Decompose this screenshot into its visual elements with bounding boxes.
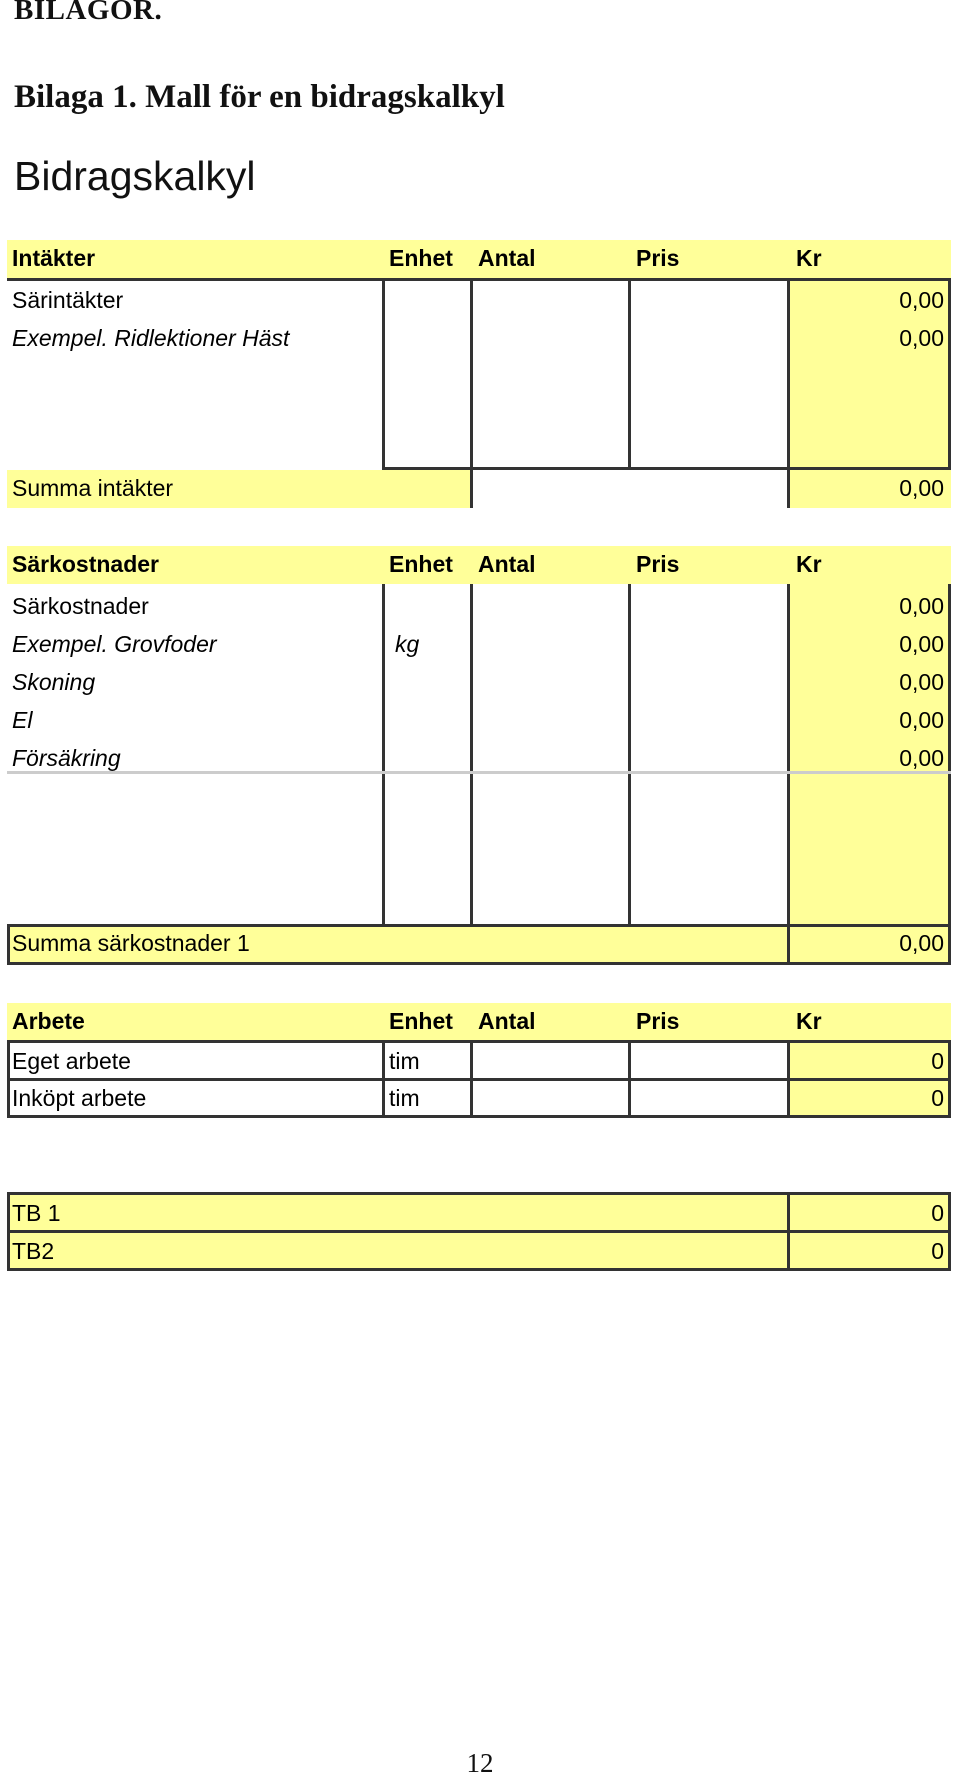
- labor-row-kr: 0: [931, 1085, 944, 1111]
- result-label: TB 1: [12, 1200, 61, 1226]
- labor-row: [7, 1080, 951, 1118]
- income-header-row: [7, 240, 951, 278]
- cost-row-unit: kg: [395, 631, 420, 657]
- cost-row-kr: 0,00: [899, 631, 944, 657]
- col-price-header: Pris: [636, 551, 680, 577]
- cost-row-kr: 0,00: [899, 593, 944, 619]
- result-value: 0: [931, 1238, 944, 1264]
- col-price-header: Pris: [636, 1008, 680, 1034]
- cost-row: [7, 588, 951, 626]
- labor-row-unit: tim: [389, 1085, 420, 1111]
- result-label: TB2: [12, 1238, 55, 1264]
- labor-row-label: Eget arbete: [12, 1048, 131, 1074]
- col-quantity-header: Antal: [478, 551, 536, 577]
- result-value: 0: [931, 1200, 944, 1226]
- income-row-kr: 0,00: [899, 325, 944, 351]
- income-row: [7, 282, 951, 320]
- col-kr-header: Kr: [796, 245, 822, 271]
- income-total-value: 0,00: [899, 475, 944, 501]
- cost-row-kr: 0,00: [899, 707, 944, 733]
- col-unit-header: Enhet: [389, 245, 453, 271]
- income-row-label: Exempel. Ridlektioner Häst: [12, 325, 290, 351]
- col-quantity-header: Antal: [478, 245, 536, 271]
- page-number: 12: [466, 1748, 494, 1778]
- cost-row: [7, 740, 951, 778]
- col-kr-header: Kr: [796, 551, 822, 577]
- cost-row: [7, 626, 951, 664]
- col-unit-header: Enhet: [389, 1008, 453, 1034]
- costs-total-row: [7, 925, 951, 963]
- cost-row-label: Försäkring: [12, 745, 121, 771]
- col-unit-header: Enhet: [389, 551, 453, 577]
- costs-total-label: Summa särkostnader 1: [12, 930, 250, 956]
- cost-row-label: Skoning: [12, 669, 96, 695]
- cost-row-kr: 0,00: [899, 669, 944, 695]
- costs-total-value: 0,00: [899, 930, 944, 956]
- labor-row-unit: tim: [389, 1048, 420, 1074]
- col-quantity-header: Antal: [478, 1008, 536, 1034]
- cost-row-label: El: [12, 707, 33, 733]
- result-row: [7, 1195, 951, 1233]
- income-row: [7, 320, 951, 358]
- labor-row-label: Inköpt arbete: [12, 1085, 147, 1111]
- col-kr-header: Kr: [796, 1008, 822, 1034]
- sheet-title: Bidragskalkyl: [14, 153, 256, 199]
- income-row-kr: 0,00: [899, 287, 944, 313]
- result-row: [7, 1233, 951, 1271]
- cost-row-label: Särkostnader: [12, 593, 149, 619]
- col-price-header: Pris: [636, 245, 680, 271]
- labor-row-kr: 0: [931, 1048, 944, 1074]
- labor-header-row: [7, 1003, 951, 1041]
- cost-row-label: Exempel. Grovfoder: [12, 631, 217, 657]
- costs-header-row: [7, 546, 951, 584]
- labor-heading: Arbete: [12, 1008, 85, 1034]
- chapter-heading: BILAGOR.: [14, 0, 163, 26]
- costs-heading: Särkostnader: [12, 551, 160, 577]
- appendix-heading: Bilaga 1. Mall för en bidragskalkyl: [14, 79, 505, 115]
- labor-row: [7, 1043, 951, 1081]
- income-row-label: Särintäkter: [12, 287, 124, 313]
- cost-row: [7, 664, 951, 702]
- cost-row: [7, 702, 951, 740]
- income-total-label: Summa intäkter: [12, 475, 174, 501]
- cost-row-kr: 0,00: [899, 745, 944, 771]
- income-heading: Intäkter: [12, 245, 96, 271]
